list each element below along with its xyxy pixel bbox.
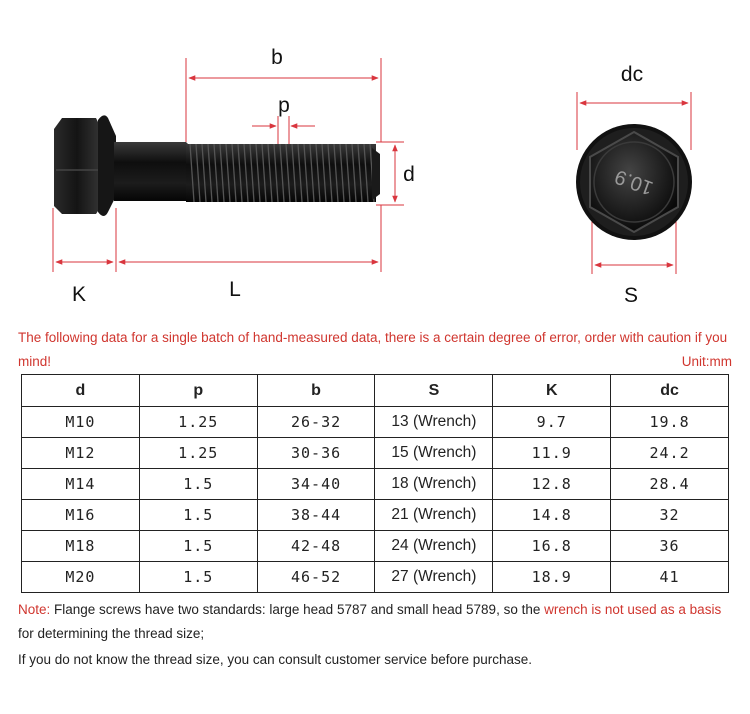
table-row <box>22 438 729 469</box>
column-header-3: S <box>375 375 493 407</box>
note-text-2: for determining the thread size; <box>18 626 205 641</box>
label-dc: dc <box>620 63 644 86</box>
table-cell: 24.2 <box>611 438 729 469</box>
table-cell: 28.4 <box>611 469 729 500</box>
unit-label: Unit:mm <box>681 354 732 369</box>
label-b: b <box>271 46 283 69</box>
label-K: K <box>71 283 87 306</box>
flange-standard-note <box>18 598 734 646</box>
label-p: p <box>278 94 290 117</box>
table-cell: 24 (Wrench) <box>375 531 493 562</box>
note-text-1: Flange screws have two standards: large head 5787 and small head 5789, so the <box>50 602 545 617</box>
column-header-2: b <box>257 375 375 407</box>
shank <box>114 142 190 201</box>
bolt-head-top-view <box>576 124 692 240</box>
table-cell: 14.8 <box>493 500 611 531</box>
note-prefix: Note: <box>18 602 51 617</box>
bolt-dimension-diagram <box>0 0 750 318</box>
table-cell: 19.8 <box>611 407 729 438</box>
table-cell: 36 <box>611 531 729 562</box>
table-cell: 11.9 <box>493 438 611 469</box>
table-cell: M10 <box>22 407 140 438</box>
table-cell: 9.7 <box>493 407 611 438</box>
table-cell: M14 <box>22 469 140 500</box>
table-cell: M12 <box>22 438 140 469</box>
table-cell: 15 (Wrench) <box>375 438 493 469</box>
column-header-4: K <box>493 375 611 407</box>
table-cell: 12.8 <box>493 469 611 500</box>
column-header-0: d <box>22 375 140 407</box>
table-cell: 1.25 <box>139 438 257 469</box>
warning-text: The following data for a single batch of hand-measured data, there is a certain degree of error, order with caution if you mind! <box>18 330 728 369</box>
head-marking: 10.9 <box>611 165 657 199</box>
table-row <box>22 407 729 438</box>
table-cell: 32 <box>611 500 729 531</box>
table-cell: 21 (Wrench) <box>375 500 493 531</box>
table-cell: 26-32 <box>257 407 375 438</box>
table-cell: M16 <box>22 500 140 531</box>
spec-table <box>21 374 729 593</box>
table-cell: 1.25 <box>139 407 257 438</box>
table-cell: 30-36 <box>257 438 375 469</box>
label-S: S <box>623 284 639 307</box>
table-cell: 27 (Wrench) <box>375 562 493 593</box>
table-cell: 1.5 <box>139 562 257 593</box>
table-cell: 1.5 <box>139 531 257 562</box>
table-cell: 34-40 <box>257 469 375 500</box>
label-d: d <box>403 163 415 186</box>
table-cell: 13 (Wrench) <box>375 407 493 438</box>
table-row <box>22 469 729 500</box>
measurement-warning <box>18 326 732 374</box>
table-cell: 38-44 <box>257 500 375 531</box>
table-cell: M20 <box>22 562 140 593</box>
table-row <box>22 562 729 593</box>
column-header-1: p <box>139 375 257 407</box>
table-cell: 18 (Wrench) <box>375 469 493 500</box>
table-cell: 42-48 <box>257 531 375 562</box>
label-L: L <box>229 278 241 301</box>
bolt-side-view <box>54 115 380 216</box>
table-cell: 1.5 <box>139 469 257 500</box>
table-cell: 46-52 <box>257 562 375 593</box>
hex-head <box>54 118 100 214</box>
table-row <box>22 500 729 531</box>
table-cell: 41 <box>611 562 729 593</box>
table-cell: 18.9 <box>493 562 611 593</box>
table-cell: M18 <box>22 531 140 562</box>
flange <box>98 115 116 216</box>
customer-service-note: If you do not know the thread size, you can consult customer service before purchase. <box>18 652 533 667</box>
table-header-row <box>22 375 729 407</box>
column-header-5: dc <box>611 375 729 407</box>
table-cell: 16.8 <box>493 531 611 562</box>
table-cell: 1.5 <box>139 500 257 531</box>
note-highlight: wrench is not used as a basis <box>544 602 722 617</box>
table-body <box>22 407 729 593</box>
table-row <box>22 531 729 562</box>
